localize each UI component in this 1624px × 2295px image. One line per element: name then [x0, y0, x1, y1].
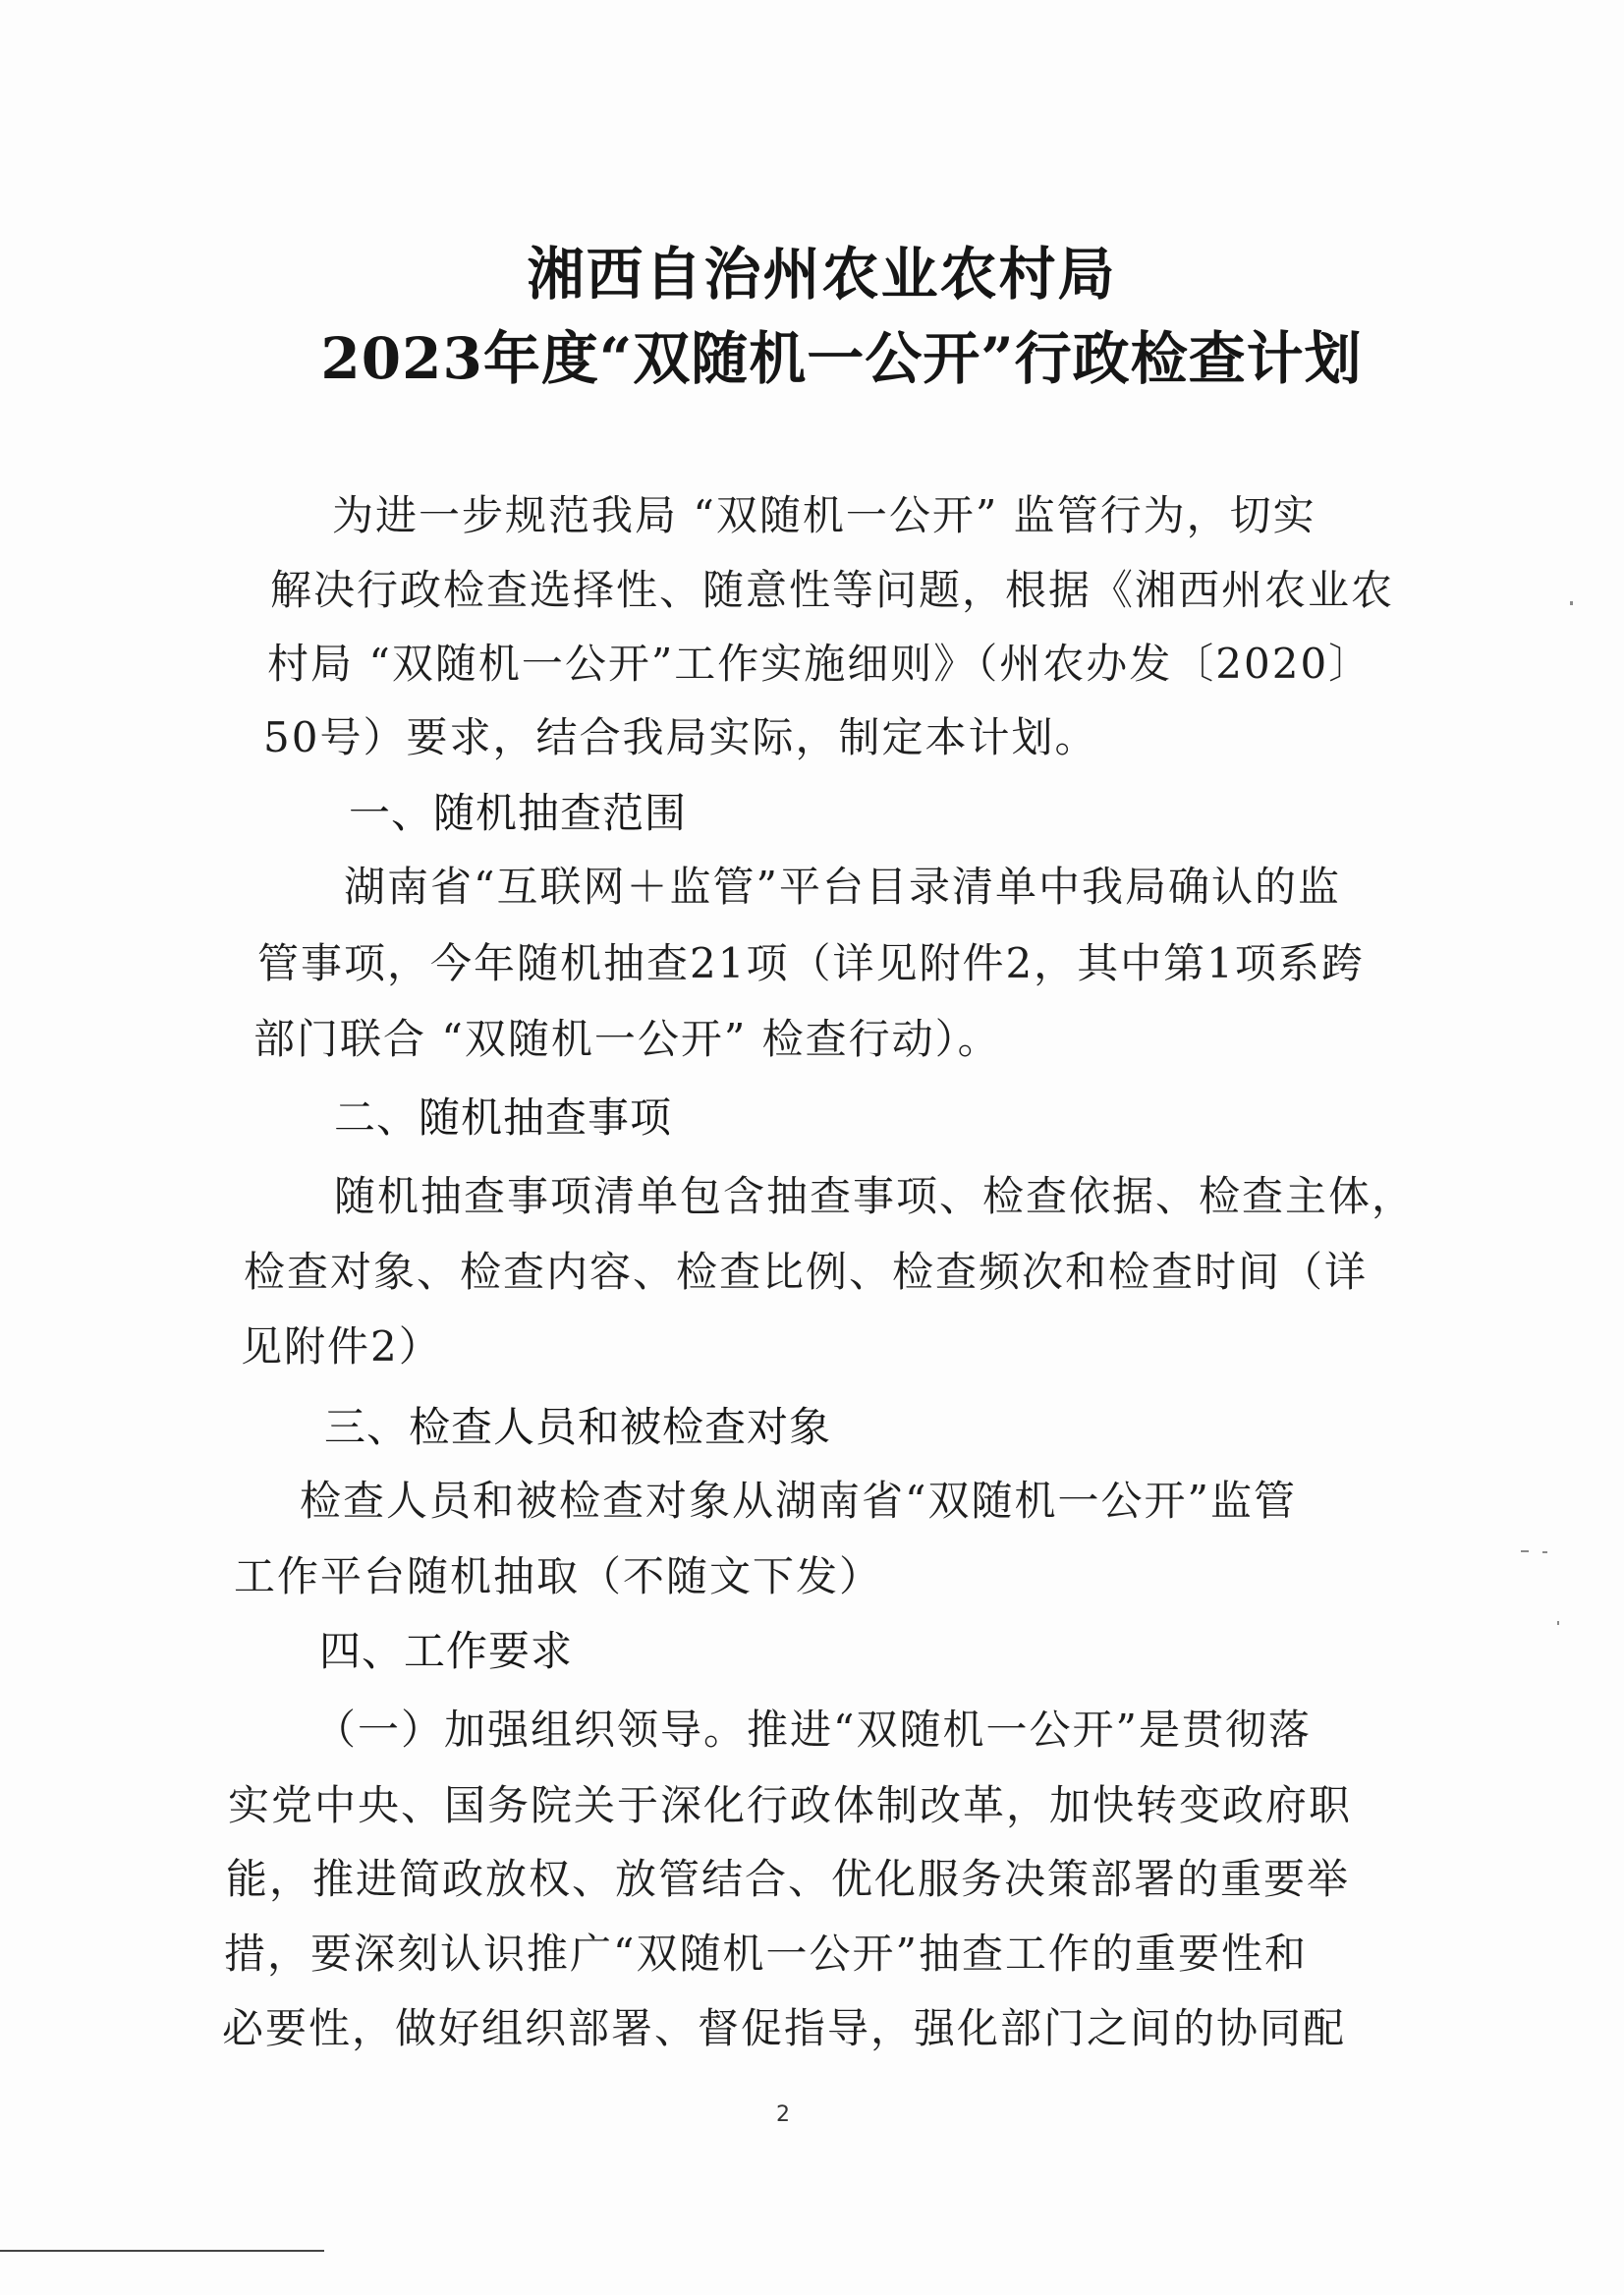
- intro-line: 解决行政检查选择性、随意性等问题，根据《湘西州农业农: [270, 566, 1395, 614]
- section-line: 随机抽查事项清单包含抽查事项、检查依据、检查主体，: [334, 1172, 1416, 1220]
- section-line: （一）加强组织领导。推进“双随机一公开”是贯彻落: [314, 1706, 1312, 1754]
- section-heading: 二、随机抽查事项: [334, 1093, 673, 1142]
- section-line: 工作平台随机抽取（不随文下发）: [234, 1552, 883, 1600]
- section-line: 检查对象、检查内容、检查比例、检查频次和检查时间（详: [244, 1248, 1369, 1296]
- section-line: 必要性，做好组织部署、督促指导，强化部门之间的协同配: [222, 2004, 1347, 2052]
- intro-line: 50号）要求，结合我局实际，制定本计划。: [263, 713, 1098, 761]
- section-line: 见附件2）: [241, 1322, 442, 1371]
- section-line: 能，推进简政放权、放管结合、优化服务决策部署的重要举: [226, 1855, 1351, 1903]
- page-number: 2: [776, 2102, 790, 2127]
- section-heading: 四、工作要求: [319, 1627, 574, 1675]
- scan-speck: [1542, 1551, 1547, 1553]
- scan-edge-line: [0, 2250, 324, 2252]
- section-line: 措，要深刻认识推广“双随机一公开”抽查工作的重要性和: [224, 1930, 1308, 1978]
- document-title-line2: 2023年度“双随机一公开”行政检查计划: [320, 325, 1363, 392]
- intro-line: 为进一步规范我局 “双随机一公开” 监管行为，切实: [332, 491, 1316, 539]
- intro-line: 村局 “双随机一公开”工作实施细则》（州农办发〔2020〕: [267, 640, 1372, 688]
- section-heading: 三、检查人员和被检查对象: [324, 1403, 832, 1451]
- scan-speck: [1557, 1621, 1559, 1625]
- section-line: 实党中央、国务院关于深化行政体制改革，加快转变政府职: [228, 1781, 1353, 1829]
- section-line: 部门联合 “双随机一公开” 检查行动）。: [253, 1015, 1001, 1063]
- section-line: 检查人员和被检查对象从湖南省“双随机一公开”监管: [300, 1477, 1297, 1525]
- section-heading: 一、随机抽查范围: [349, 789, 688, 837]
- section-line: 湖南省“互联网＋监管”平台目录清单中我局确认的监: [344, 863, 1341, 911]
- document-title-line1: 湘西自治州农业农村局: [527, 241, 1117, 308]
- section-line: 管事项，今年随机抽查21项（详见附件2，其中第1项系跨: [257, 939, 1365, 987]
- scan-speck: [1570, 601, 1573, 605]
- scan-speck: [1521, 1550, 1529, 1552]
